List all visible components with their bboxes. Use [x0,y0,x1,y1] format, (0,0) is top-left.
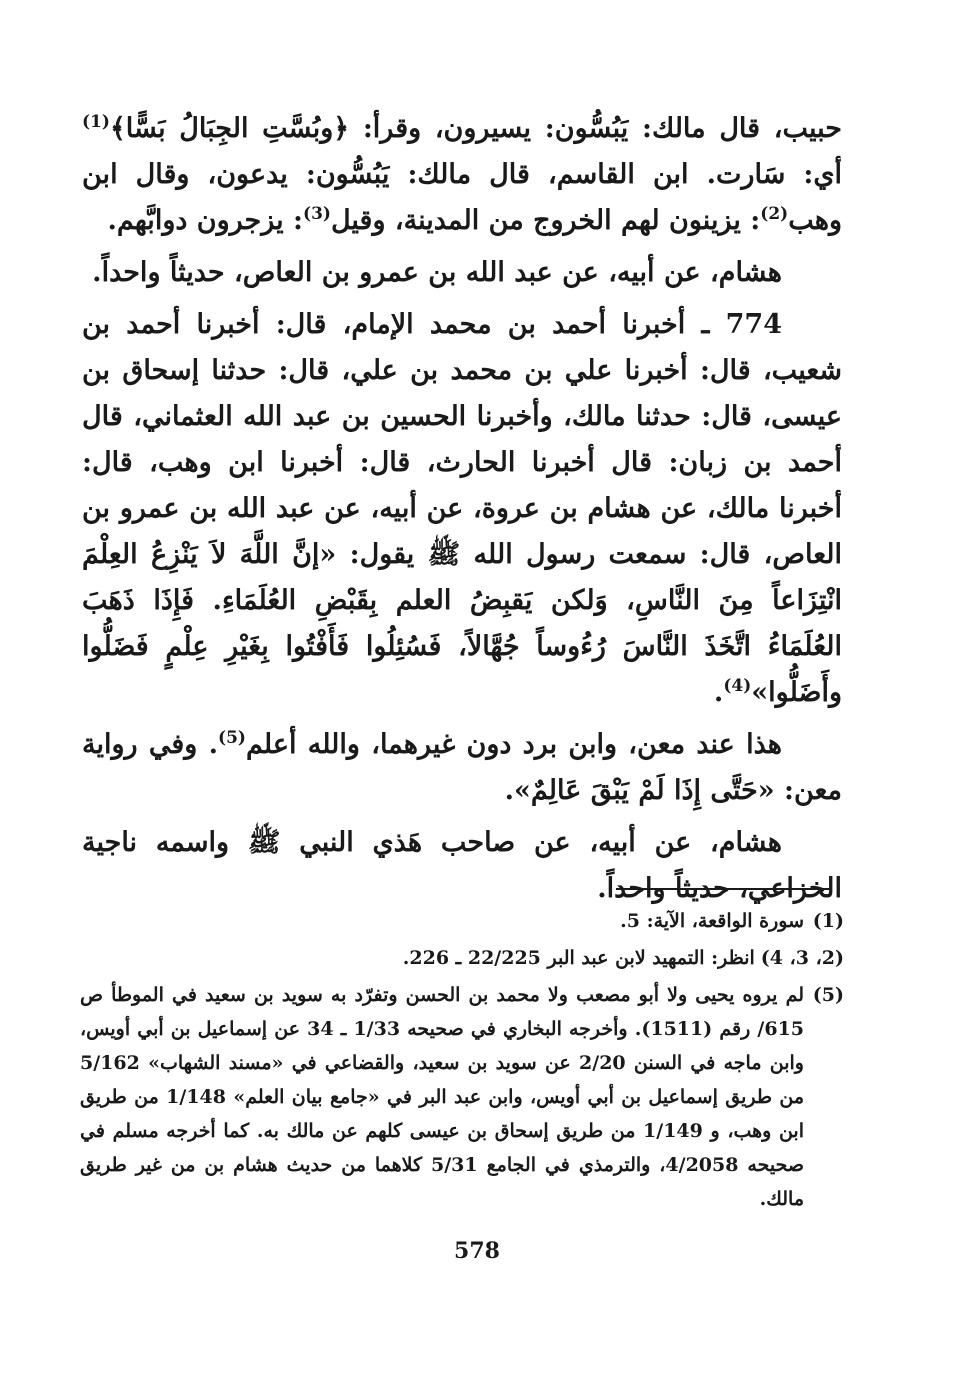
text-segment: أي: سَارت. ابن القاسم، قال مالك: يَبُسُّون: يدعون، وقال ابن وهب [82,159,842,236]
footnote-ref: (1) [82,112,110,132]
footnote-mark: (5) [812,984,844,1006]
footnote-divider [616,888,830,890]
footnote-text: انظر: التمهيد لابن عبد البر 22/225 ـ 226. [402,947,755,969]
page-number: 578 [454,1238,500,1264]
footnote [80,941,844,975]
paragraph-comment [82,722,842,814]
paragraph-hadith: 774 ـ أخبرنا أحمد بن محمد الإمام، قال: أخبرنا أحمد بن شعيب، قال: أخبرنا علي بن محمد بن علي، قال: حدثنا إسحاق بن عيسى، قال: حدثنا مالك، وأخبرنا الحسين بن عبد الله العثماني، قال أحمد بن زبان: قال أخبرنا الحارث، قال: أخبرنا ابن وهب، قال: أخبرنا مالك، عن هشام بن عروة، عن أبيه، عن عبد الله بن عمرو بن العاص، قال: سمعت رسول الله ﷺ يقول: «إنَّ اللَّهَ لاَ يَنْزِعُ العِلْمَ انْتِزَاعاً مِنَ النَّاسِ، وَلكن يَقبِضُ العلم بِقَبْضِ العُلَمَاءِ. فَإِذَا ذَهَبَ العُلَمَاءُ اتَّخَذَ النَّاسَ رُءُوساً جُهَّالاً، فَسُئِلُوا فَأَفْتُوا بِغَيْرِ عِلْمٍ فَضَلُّوا وأَضَلُّوا»$^{(4)}$. [82,309,843,708]
footnote-mark: (2، 3، 4) [760,947,844,969]
text-segment: : يزينون لهم الخروج من المدينة، وقيل [330,205,761,236]
footnote-ref: (5) [218,728,246,748]
main-text [82,106,842,912]
footnote-ref: (3) [303,204,331,224]
footnote-mark: (1) [812,910,844,932]
paragraph-isnad: هشام، عن أبيه، عن صاحب هَذي النبي ﷺ واسمه ناجية الخزاعي، حديثاً واحداً. [82,827,842,904]
footnote-text: لم يروه يحيى ولا أبو مصعب ولا محمد بن الحسن وتفرّد به سويد بن سعيد في الموطأ ص 615/ رقم (1511). وأخرجه البخاري في صحيحه 1/33 ـ 34 عن إسماعيل بن أبي أويس، وابن ماجه في السنن 2/20 عن سويد بن سعيد، والقضاعي في «مسند الشهاب» 5/162 من طريق إسماعيل بن أبي أويس، وابن عبد البر في «جامع بيان العلم» 1/148 من طريق ابن وهب، و 1/149 من طريق إسحاق بن عيسى كلهم عن مالك به. كما أخرجه مسلم في صحيحه 4/2058، والترمذي في الجامع 5/31 كلاهما من حديث هشام بن من غير طريق مالك. [80,984,805,1210]
text-segment: . وفي رواية معن: «حَتَّى إِذَا لَمْ يَبْقَ عَالِمٌ». [82,729,842,806]
footnote-text: سورة الواقعة، الآية: 5. [620,910,804,932]
hadith-text: أخبرنا أحمد بن محمد الإمام، قال: أخبرنا أحمد بن شعيب، قال: أخبرنا علي بن محمد بن علي، قال: حدثنا إسحاق بن عيسى، قال: حدثنا مالك، وأخبرنا الحسين بن عبد الله العثماني، قال أحمد بن زبان: قال أخبرنا الحارث، قال: أخبرنا ابن وهب، قال: أخبرنا مالك، عن هشام بن عروة، عن أبيه، عن عبد الله بن عمرو بن العاص، قال: سمعت رسول الله ﷺ يقول: «إنَّ اللَّهَ لاَ يَنْزِعُ العِلْمَ انْتِزَاعاً مِنَ النَّاسِ، وَلكن يَقبِضُ العلم بِقَبْضِ العُلَمَاءِ. فَإِذَا ذَهَبَ العُلَمَاءُ اتَّخَذَ النَّاسَ رُءُوساً جُهَّالاً، فَسُئِلُوا فَأَفْتُوا بِغَيْرِ عِلْمٍ فَضَلُّوا وأَضَلُّوا» [82,309,843,708]
text-segment: : يزجرون دوابَّهم. [107,205,304,236]
paragraph-isnad: هشام، عن أبيه، عن عبد الله بن عمرو بن العاص، حديثاً واحداً. [92,257,782,288]
footnote-ref: (2) [760,204,789,224]
paragraph-continuation [82,106,842,244]
footnote [80,978,844,1216]
text-segment: حبيب، قال مالك: يَبُسُّون: يسيرون، وقرأ: ﴿وبُسَّتِ الجِبَالُ بَسًّا﴾ [109,113,842,144]
hadith-number: 774 ـ [701,309,782,340]
footnote [80,904,844,938]
text-segment: هذا عند معن، وابن برد دون غيرهما، والله أعلم [245,729,782,760]
footnote-ref: (4) [723,676,752,696]
footnotes [80,904,844,1219]
